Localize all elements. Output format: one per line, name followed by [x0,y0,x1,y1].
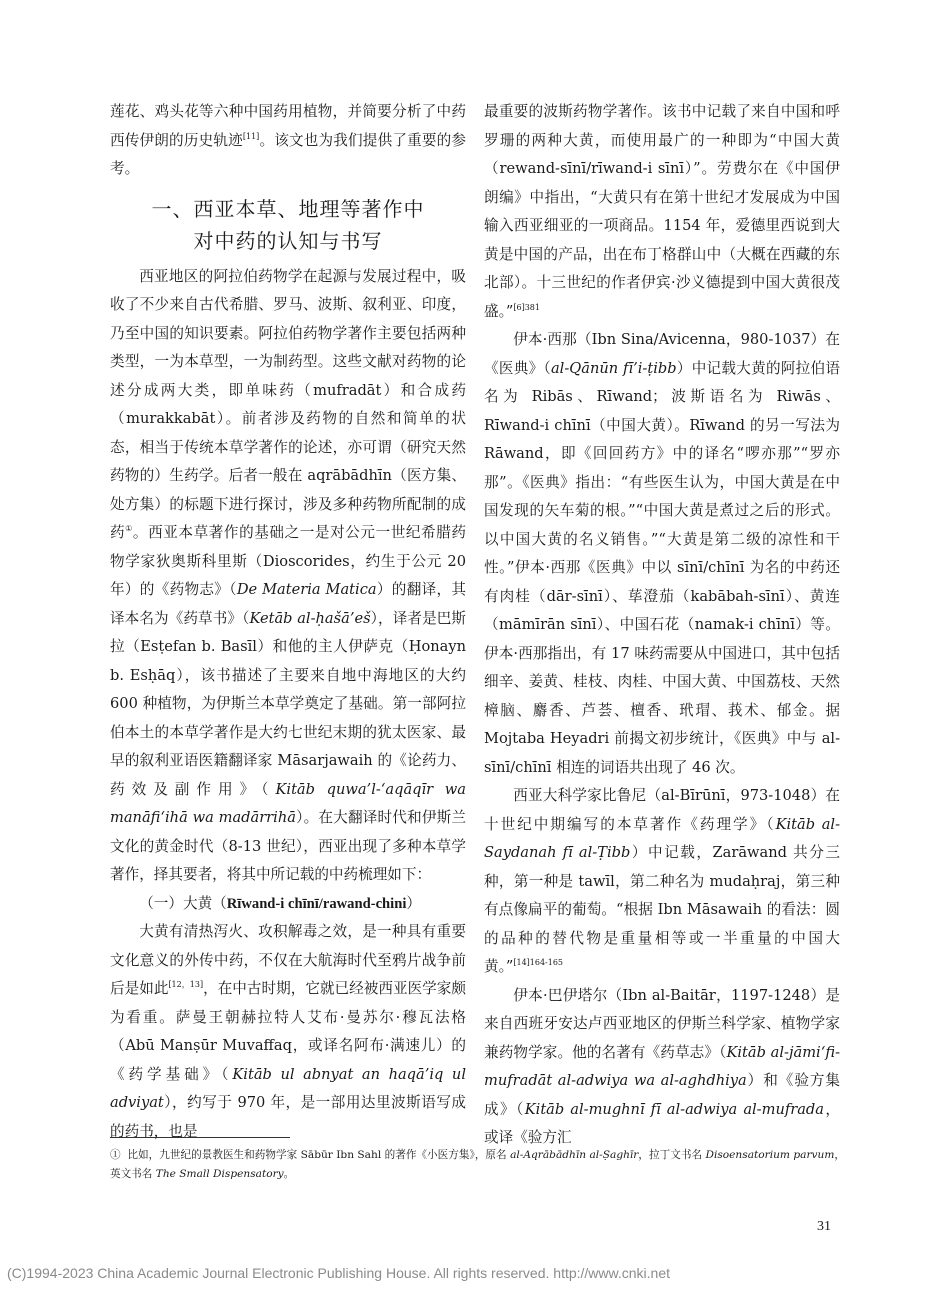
footnote-mark: ① [110,1149,121,1161]
intro-paragraph: 莲花、鸡头花等六种中国药用植物，并简要分析了中药西传伊朗的历史轨迹[11]。该文也为我们提供了重要的参考。 [110,103,466,177]
body-paragraph: 最重要的波斯药物学著作。该书中记载了来自中国和呼罗珊的两种大黄，而使用最广的一种即为“中国大黄（rewand-sīnī/rīwand-i sīnī）”。劳费尔在《中国伊朗编》中指出，“大黄只有在第十世纪才发展成为中国输入西亚细亚的一项商品。1154 年，爱德里西说到大黄是中国的产品，出在布丁格群山中（大概在西藏的东北部）。十三世纪的作者伊宾·沙义德提到中国大黄很茂盛。”$^{[6]381}$ [484,103,840,320]
left-column [110,98,466,1146]
page-number: 31 [817,1219,831,1234]
body-paragraph: 西亚地区的阿拉伯药物学在起源与发展过程中，吸收了不少来自古代希腊、罗马、波斯、叙利亚、印度，乃至中国的知识要素。阿拉伯药物学著作主要包括两种类型，一为本草型，一为制药型。这些文献对药物的论述分成两大类，即单味药（mufradāt）和合成药（murakkabāt）。前者涉及药物的自然和简单的状态，相当于传统本草学著作的论述，亦可谓（研究天然药物的）生药学。后者一般在 aqrābādhīn（医方集、处方集）的标题下进行探讨，涉及多种药物所配制的成药①。西亚本草著作的基础之一是对公元一世纪希腊药物学家狄奥斯科里斯（Dioscorides，约生于公元 20 年）的《药物志》（De Materia Matica）的翻译，其译本名为《药草书》（Ketāb al-ḥašā’eš），译者是巴斯拉（Esṭefan b. Basīl）和他的主人伊萨克（Ḥonayn b. Esḥāq），该书描述了主要来自地中海地区的大约 600 种植物，为伊斯兰本草学奠定了基础。第一部阿拉伯本土的本草学著作是大约七世纪末期的犹太医家、最早的叙利亚语医籍翻译家 Māsarjawaih 的《论药力、药效及副作用》（Kitāb quwa’l-‘aqāqīr wa manāfi‘ihā wa madārrihā）。在大翻译时代和伊斯兰文化的黄金时代（8-13 世纪），西亚出现了多种本草学著作，择其要者，将其中所记载的中药梳理如下： [110,267,467,883]
subsection-heading: （一）大黄（Rīwand-i chīnī/rawand-chini） [139,894,421,912]
copyright-notice: (C)1994-2023 China Academic Journal Electronic Publishing House. All rights reserved. http://www.cnki.net [7,1265,670,1281]
section-heading-line-1: 一、西亚本草、地理等著作中 [151,196,425,221]
body-paragraph: 伊本·巴伊塔尔（Ibn al-Baitār，1197-1248）是来自西班牙安达卢西亚地区的伊斯兰科学家、植物学家兼药物学家。他的名著有《药草志》（Kitāb al-jāmi‘fi-mufradāt al-adwiya wa al-aghdhiya）和《验方集成》（Kitāb al-mughnī fī al-adwiya al-mufrada，或译《验方汇 [484,986,841,1146]
body-paragraph: 大黄有清热泻火、攻积解毒之效，是一种具有重要文化意义的外传中药，不仅在大航海时代至鸦片战争前后是如此[12，13]，在中古时期，它就已经被西亚医学家颇为看重。萨曼王朝赫拉特人艾布·曼苏尔·穆瓦法格（Abū Manṣūr Muvaffaq，或译名阿布·满速儿）的《药学基础》（Kitāb ul abnyat an haqā’iq ul adviyat），约写于 970 年，是一部用达里波斯语写成的药书，也是 [110,923,466,1140]
body-paragraph: 西亚大科学家比鲁尼（al-Bīrūnī，973-1048）在十世纪中期编写的本草著作《药理学》（Kitāb al-Saydanah fī al-Ṭibb）中记载，Zarāwand 共分三种，第一种是 tawīl，第二种名为 mudaḥraj，第三种有点像扁平的葡萄。“根据 Ibn Māsawaih 的看法：圆的品种的替代物是重量相等或一半重量的中国大黄。”$^{[14]164-165}$ [484,787,841,975]
citation-ref: [14]164-165 [513,958,564,967]
citation-ref: [6]381 [513,302,540,312]
citation-ref: [11] [242,131,260,141]
section-heading [110,193,466,257]
footnote-divider [110,1137,290,1138]
right-column [484,98,840,1153]
body-paragraph: 伊本·西那（Ibn Sina/Avicenna，980-1037）在《医典》（al-Qānūn fī’i-ṭibb）中记载大黄的阿拉伯语名为 Ribās、Rīwand；波斯语名为 Riwās、Rīwand-i chīnī（中国大黄）。Rīwand 的另一写法为 Rāwand，即《回回药方》中的译名“啰亦那”“罗亦那”。《医典》指出：“有些医生认为，中国大黄是在中国发现的矢车菊的根。”“中国大黄是煮过之后的形式。以中国大黄的名义销售。”“大黄是第二级的凉性和干性。”伊本·西那《医典》中以 sīnī/chīnī 为名的中药还有肉桂（dār-sīnī）、荜澄茄（kabābah-sīnī）、黄连（māmīrān sīnī）、中国石花（namak-i chīnī）等。伊本·西那指出，有 17 味药需要从中国进口，其中包括细辛、姜黄、桂枝、肉桂、中国大黄、中国荔枝、天然樟脑、麝香、芦荟、檀香、玳瑁、莪术、郁金。据 Mojtaba Heyadri 前揭文初步统计，《医典》中与 al-sīnī/chīnī 相连的词语共出现了 46 次。 [484,331,840,776]
footnote-marker: ① [125,524,133,533]
citation-ref: [12，13] [168,980,204,989]
section-heading-line-2: 对中药的认知与书写 [193,228,383,253]
footnote: ① 比如，九世纪的景教医生和药物学家 Sābūr Ibn Sahl 的著作《小医方集》，原名 al-Aqrābādhīn al-Ṣaghīr，拉丁文书名 Disoensatorium parvum，英文书名 The Small Dispensatory。 [110,1149,845,1180]
